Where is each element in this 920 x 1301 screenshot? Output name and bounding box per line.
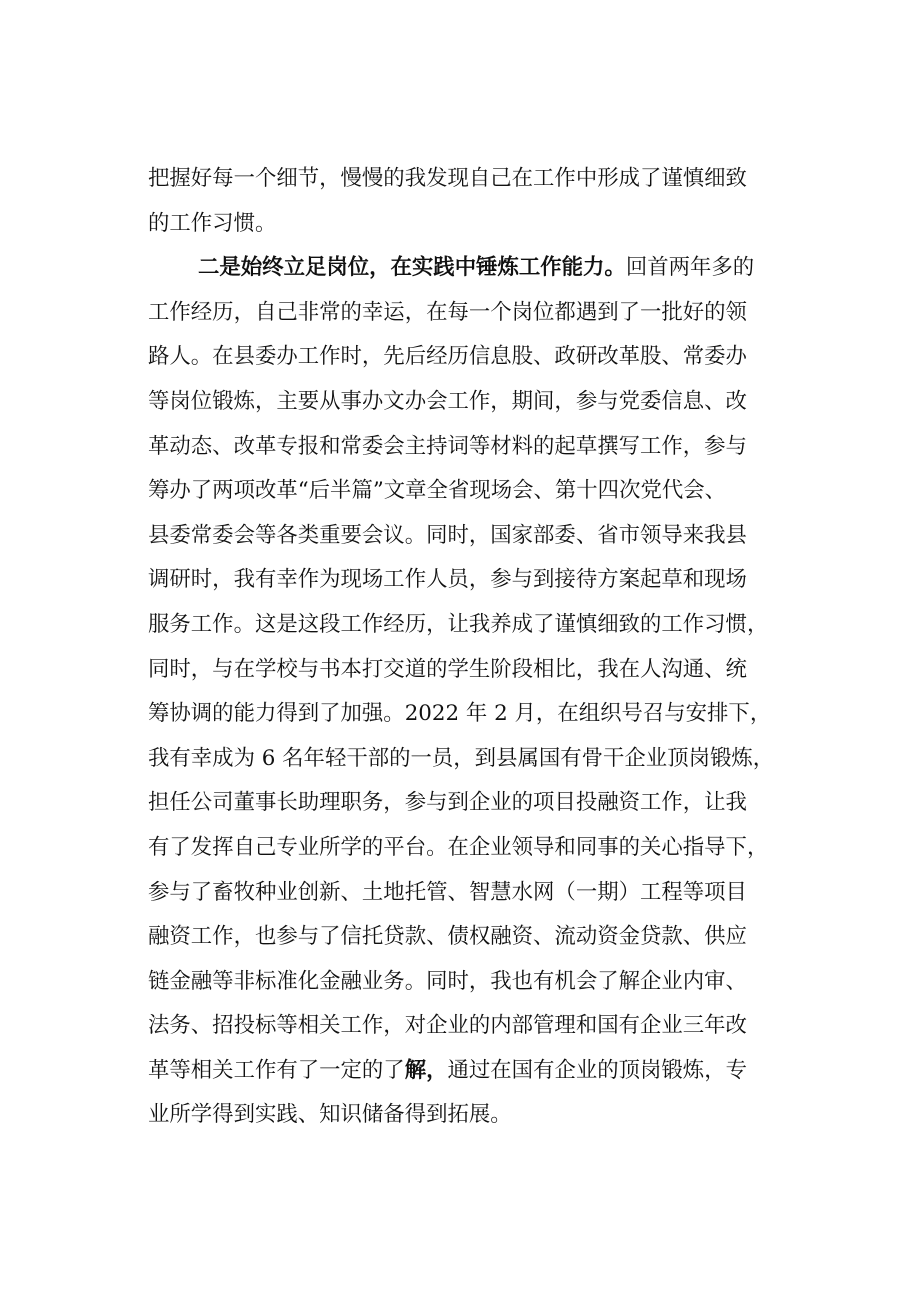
paragraph-line: 筹协调的能力得到了加强。2022 年 2 月，在组织号召与安排下， xyxy=(148,701,772,727)
paragraph-line: 融资工作，也参与了信托贷款、债权融资、流动资金贷款、供应 xyxy=(148,924,747,950)
paragraph-line: 路人。在县委办工作时，先后经历信息股、政研改革股、常委办 xyxy=(148,344,747,370)
paragraph-line: 调研时，我有幸作为现场工作人员，参与到接待方案起草和现场 xyxy=(148,567,747,593)
paragraph-line: 参与了畜牧种业创新、土地托管、智慧水网（一期）工程等项目 xyxy=(148,879,747,905)
paragraph-line: 把握好每一个细节，慢慢的我发现自己在工作中形成了谨慎细致 xyxy=(148,166,747,191)
paragraph-line-with-bold xyxy=(148,1049,808,1094)
paragraph-line: 筹办了两项改革“后半篇”文章全省现场会、第十四次党代会、 xyxy=(148,478,727,504)
paragraph-line: 革动态、改革专报和常委会主持词等材料的起草撰写工作，参与 xyxy=(148,433,747,459)
paragraph-line: 链金融等非标准化金融业务。同时，我也有机会了解企业内审、 xyxy=(148,968,747,994)
paragraph-line: 县委常委会等各类重要会议。同时，国家部委、省市领导来我县 xyxy=(148,522,747,548)
paragraph-line: 同时，与在学校与书本打交道的学生阶段相比，我在人沟通、统 xyxy=(148,656,747,682)
paragraph-line: 有了发挥自己专业所学的平台。在企业领导和同事的关心指导下， xyxy=(148,834,769,860)
paragraph-text: 革等相关工作有了一定的了 xyxy=(148,1057,405,1083)
paragraph-line: 等岗位锻炼，主要从事办文办会工作，期间，参与党委信息、改 xyxy=(148,388,747,414)
paragraph-1 xyxy=(148,157,808,246)
paragraph-line: 法务、招投标等相关工作，对企业的内部管理和国有企业三年改 xyxy=(148,1013,747,1039)
paragraph-line: 工作经历，自己非常的幸运，在每一个岗位都遇到了一批好的领 xyxy=(148,299,747,325)
section-heading: 二是始终立足岗位，在实践中锤炼工作能力。 xyxy=(198,255,626,281)
paragraph-line: 担任公司董事长助理职务，参与到企业的项目投融资工作，让我 xyxy=(148,790,747,816)
paragraph-last-line: 业所学得到实践、知识储备得到拓展。 xyxy=(148,1102,512,1128)
paragraph-line: 服务工作。这是这段工作经历，让我养成了谨慎细致的工作习惯， xyxy=(148,611,769,637)
paragraph-line: 我有幸成为 6 名年轻干部的一员，到县属国有骨干企业顶岗锻炼， xyxy=(148,745,775,771)
paragraph-text: 回首两年多的 xyxy=(625,255,755,281)
bold-text: 解， xyxy=(404,1057,448,1083)
paragraph-line: 的工作习惯。 xyxy=(148,210,277,236)
paragraph-2 xyxy=(148,246,808,1138)
paragraph-text: 通过在国有企业的顶岗锻炼，专 xyxy=(447,1057,747,1083)
document-page xyxy=(148,157,808,1138)
paragraph-first-line xyxy=(148,246,808,291)
